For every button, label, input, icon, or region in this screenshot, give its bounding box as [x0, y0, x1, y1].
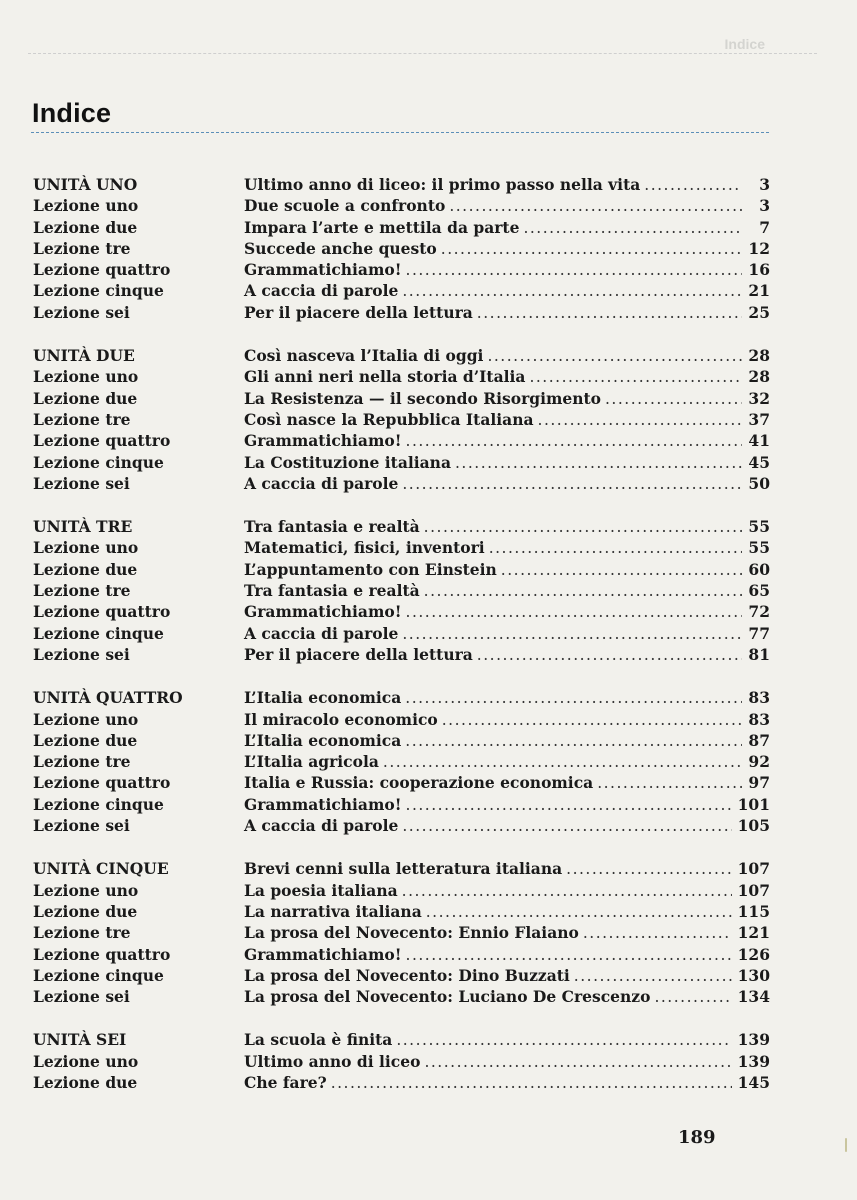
lesson-label: Lezione cinque [33, 452, 164, 472]
entry-title: Per il piacere della lettura [244, 302, 473, 322]
entry-page: 134 [737, 987, 770, 1007]
lesson-label: Lezione uno [33, 1051, 139, 1071]
dot-leader [566, 860, 731, 878]
lesson-label: Lezione uno [33, 709, 139, 729]
lesson-row[interactable] [33, 239, 770, 260]
unit-row[interactable] [33, 517, 770, 538]
entry-page: 97 [748, 773, 770, 793]
page-edge-mark [845, 1138, 847, 1152]
entry-page: 130 [737, 965, 770, 985]
lesson-label: Lezione cinque [33, 281, 164, 301]
entry-title: Brevi cenni sulla letteratura italiana [244, 859, 563, 879]
lesson-row[interactable] [33, 902, 770, 923]
entry-page: 139 [737, 1030, 770, 1050]
lesson-row[interactable] [33, 453, 770, 474]
lesson-label: Lezione sei [33, 987, 130, 1007]
entry-title: Impara l’arte e mettila da parte [244, 217, 520, 237]
lesson-label: Lezione due [33, 217, 138, 237]
dot-leader [402, 882, 732, 900]
dot-leader [477, 646, 742, 664]
page-number: 189 [678, 1127, 716, 1148]
entry-page: 107 [737, 859, 770, 879]
unit-cinque [33, 859, 770, 1008]
lesson-row[interactable] [33, 196, 770, 217]
entry-title: Italia e Russia: cooperazione economica [244, 773, 594, 793]
unit-sei [33, 1030, 770, 1094]
entry-title: A caccia di parole [244, 623, 399, 643]
entry-page: 92 [748, 752, 770, 772]
entry-page: 41 [748, 431, 770, 451]
unit-label: UNITÀ DUE [33, 346, 135, 366]
dot-leader [489, 539, 742, 557]
lesson-row[interactable] [33, 987, 770, 1008]
lesson-row[interactable] [33, 881, 770, 902]
entry-page: 50 [748, 473, 770, 493]
entry-title: Per il piacere della lettura [244, 644, 473, 664]
entry-page: 60 [748, 559, 770, 579]
unit-tre [33, 517, 770, 666]
entry-page: 12 [748, 238, 770, 258]
lesson-row[interactable] [33, 431, 770, 452]
unit-quattro [33, 688, 770, 837]
dot-leader [405, 689, 742, 707]
unit-row[interactable] [33, 859, 770, 880]
page-title: Indice [32, 98, 112, 128]
lesson-label: Lezione sei [33, 816, 130, 836]
unit-uno [33, 175, 770, 324]
dot-leader [574, 967, 732, 985]
lesson-label: Lezione uno [33, 538, 139, 558]
dot-leader [501, 561, 742, 579]
dot-leader [426, 903, 732, 921]
lesson-row[interactable] [33, 281, 770, 302]
entry-title: A caccia di parole [244, 816, 399, 836]
entry-title: L’Italia economica [244, 688, 402, 708]
dot-leader [402, 282, 742, 300]
dot-leader [406, 603, 742, 621]
dot-leader [644, 176, 742, 194]
dot-leader [396, 1031, 731, 1049]
dot-leader [405, 732, 742, 750]
entry-title: L’appuntamento con Einstein [244, 559, 497, 579]
lesson-label: Lezione uno [33, 367, 139, 387]
lesson-row[interactable] [33, 752, 770, 773]
entry-title: Il miracolo economico [244, 709, 438, 729]
dot-leader [406, 796, 732, 814]
lesson-row[interactable] [33, 1052, 770, 1073]
dot-leader [406, 261, 742, 279]
dot-leader [654, 988, 731, 1006]
lesson-label: Lezione due [33, 1072, 138, 1092]
lesson-label: Lezione cinque [33, 794, 164, 814]
entry-page: 139 [737, 1051, 770, 1071]
lesson-row[interactable] [33, 602, 770, 623]
lesson-label: Lezione due [33, 901, 138, 921]
unit-label: UNITÀ QUATTRO [33, 688, 183, 708]
entry-page: 115 [737, 901, 770, 921]
entry-title: Ultimo anno di liceo: il primo passo nella vita [244, 175, 641, 194]
lesson-row[interactable] [33, 303, 770, 324]
entry-title: Grammatichiamo! [244, 260, 402, 280]
entry-title: Matematici, fisici, inventori [244, 538, 485, 558]
title-underline [31, 132, 769, 133]
entry-title: Grammatichiamo! [244, 794, 402, 814]
dot-leader [406, 946, 732, 964]
lesson-row[interactable] [33, 260, 770, 281]
table-of-contents [33, 175, 770, 1116]
unit-row[interactable] [33, 688, 770, 709]
entry-title: Gli anni neri nella storia d’Italia [244, 367, 526, 387]
lesson-row[interactable] [33, 710, 770, 731]
entry-page: 105 [737, 816, 770, 836]
lesson-row[interactable] [33, 945, 770, 966]
unit-label: UNITÀ CINQUE [33, 859, 169, 879]
lesson-label: Lezione cinque [33, 623, 164, 643]
entry-page: 77 [748, 623, 770, 643]
entry-title: Due scuole a confronto [244, 196, 446, 216]
lesson-label: Lezione tre [33, 238, 131, 258]
entry-title: L’Italia agricola [244, 752, 379, 772]
lesson-row[interactable] [33, 645, 770, 666]
lesson-row[interactable] [33, 1073, 770, 1094]
lesson-label: Lezione sei [33, 302, 130, 322]
entry-title: Così nasce la Repubblica Italiana [244, 409, 534, 429]
unit-label: UNITÀ TRE [33, 517, 133, 537]
dot-leader [402, 625, 742, 643]
lesson-row[interactable] [33, 474, 770, 495]
entry-title: Ultimo anno di liceo [244, 1051, 421, 1071]
entry-page: 121 [737, 923, 770, 943]
dot-leader [424, 1053, 731, 1071]
entry-title: La prosa del Novecento: Ennio Flaiano [244, 923, 579, 943]
lesson-label: Lezione due [33, 730, 138, 750]
running-head: Indice [724, 36, 765, 52]
unit-label: UNITÀ UNO [33, 175, 138, 194]
dot-leader [424, 582, 742, 600]
entry-page: 25 [748, 302, 770, 322]
lesson-label: Lezione due [33, 388, 138, 408]
entry-page: 107 [737, 880, 770, 900]
lesson-label: Lezione tre [33, 752, 131, 772]
entry-page: 28 [748, 367, 770, 387]
lesson-label: Lezione uno [33, 196, 139, 216]
entry-page: 45 [748, 452, 770, 472]
entry-page: 81 [748, 644, 770, 664]
top-divider [28, 53, 817, 54]
dot-leader [442, 711, 742, 729]
lesson-label: Lezione cinque [33, 965, 164, 985]
entry-page: 21 [748, 281, 770, 301]
entry-page: 83 [748, 688, 770, 708]
entry-page: 55 [748, 517, 770, 537]
entry-title: La narrativa italiana [244, 901, 422, 921]
dot-leader [402, 475, 742, 493]
entry-page: 126 [737, 944, 770, 964]
lesson-row[interactable] [33, 816, 770, 837]
entry-page: 87 [748, 730, 770, 750]
lesson-row[interactable] [33, 410, 770, 431]
unit-row[interactable] [33, 175, 770, 196]
dot-leader [331, 1074, 732, 1092]
entry-page: 65 [748, 581, 770, 601]
entry-page: 28 [748, 346, 770, 366]
unit-row[interactable] [33, 1030, 770, 1051]
dot-leader [455, 454, 742, 472]
entry-page: 3 [759, 196, 770, 216]
entry-title: L’Italia economica [244, 730, 402, 750]
dot-leader [605, 390, 742, 408]
lesson-label: Lezione sei [33, 473, 130, 493]
lesson-label: Lezione tre [33, 409, 131, 429]
entry-page: 32 [748, 388, 770, 408]
entry-title: Succede anche questo [244, 238, 437, 258]
entry-page: 101 [737, 794, 770, 814]
entry-title: La scuola è finita [244, 1030, 393, 1050]
lesson-label: Lezione tre [33, 581, 131, 601]
unit-row[interactable] [33, 346, 770, 367]
lesson-row[interactable] [33, 538, 770, 559]
dot-leader [583, 924, 732, 942]
lesson-row[interactable] [33, 560, 770, 581]
entry-title: La Costituzione italiana [244, 452, 451, 472]
unit-due [33, 346, 770, 495]
entry-page: 145 [737, 1072, 770, 1092]
entry-title: La prosa del Novecento: Dino Buzzati [244, 965, 570, 985]
lesson-row[interactable] [33, 795, 770, 816]
dot-leader [529, 368, 742, 386]
lesson-row[interactable] [33, 923, 770, 944]
entry-page: 83 [748, 709, 770, 729]
lesson-label: Lezione uno [33, 880, 139, 900]
unit-label: UNITÀ SEI [33, 1030, 127, 1050]
dot-leader [597, 774, 742, 792]
lesson-label: Lezione sei [33, 644, 130, 664]
entry-page: 72 [748, 602, 770, 622]
entry-title: La Resistenza — il secondo Risorgimento [244, 388, 601, 408]
lesson-label: Lezione quattro [33, 431, 171, 451]
dot-leader [406, 432, 742, 450]
entry-title: Che fare? [244, 1072, 327, 1092]
lesson-label: Lezione tre [33, 923, 131, 943]
entry-title: A caccia di parole [244, 281, 399, 301]
lesson-row[interactable] [33, 966, 770, 987]
entry-title: La prosa del Novecento: Luciano De Crescenzo [244, 987, 651, 1007]
entry-title: Tra fantasia e realtà [244, 581, 420, 601]
lesson-row[interactable] [33, 389, 770, 410]
lesson-label: Lezione quattro [33, 602, 171, 622]
entry-title: Grammatichiamo! [244, 602, 402, 622]
entry-title: La poesia italiana [244, 880, 398, 900]
entry-title: Così nasceva l’Italia di oggi [244, 346, 484, 366]
dot-leader [424, 518, 742, 536]
entry-page: 55 [748, 538, 770, 558]
lesson-label: Lezione quattro [33, 773, 171, 793]
dot-leader [487, 347, 742, 365]
dot-leader [523, 219, 742, 237]
entry-title: Grammatichiamo! [244, 431, 402, 451]
lesson-row[interactable] [33, 624, 770, 645]
lesson-row[interactable] [33, 367, 770, 388]
entry-title: A caccia di parole [244, 473, 399, 493]
dot-leader [538, 411, 742, 429]
entry-page: 7 [759, 217, 770, 237]
lesson-row[interactable] [33, 731, 770, 752]
dot-leader [477, 304, 742, 322]
lesson-row[interactable] [33, 581, 770, 602]
lesson-label: Lezione quattro [33, 260, 171, 280]
dot-leader [402, 817, 731, 835]
dot-leader [441, 240, 742, 258]
entry-page: 37 [748, 409, 770, 429]
lesson-label: Lezione due [33, 559, 138, 579]
entry-page: 3 [759, 175, 770, 194]
dot-leader [383, 753, 742, 771]
entry-title: Grammatichiamo! [244, 944, 402, 964]
lesson-row[interactable] [33, 773, 770, 794]
lesson-label: Lezione quattro [33, 944, 171, 964]
entry-page: 16 [748, 260, 770, 280]
lesson-row[interactable] [33, 218, 770, 239]
entry-title: Tra fantasia e realtà [244, 517, 420, 537]
dot-leader [449, 197, 742, 215]
